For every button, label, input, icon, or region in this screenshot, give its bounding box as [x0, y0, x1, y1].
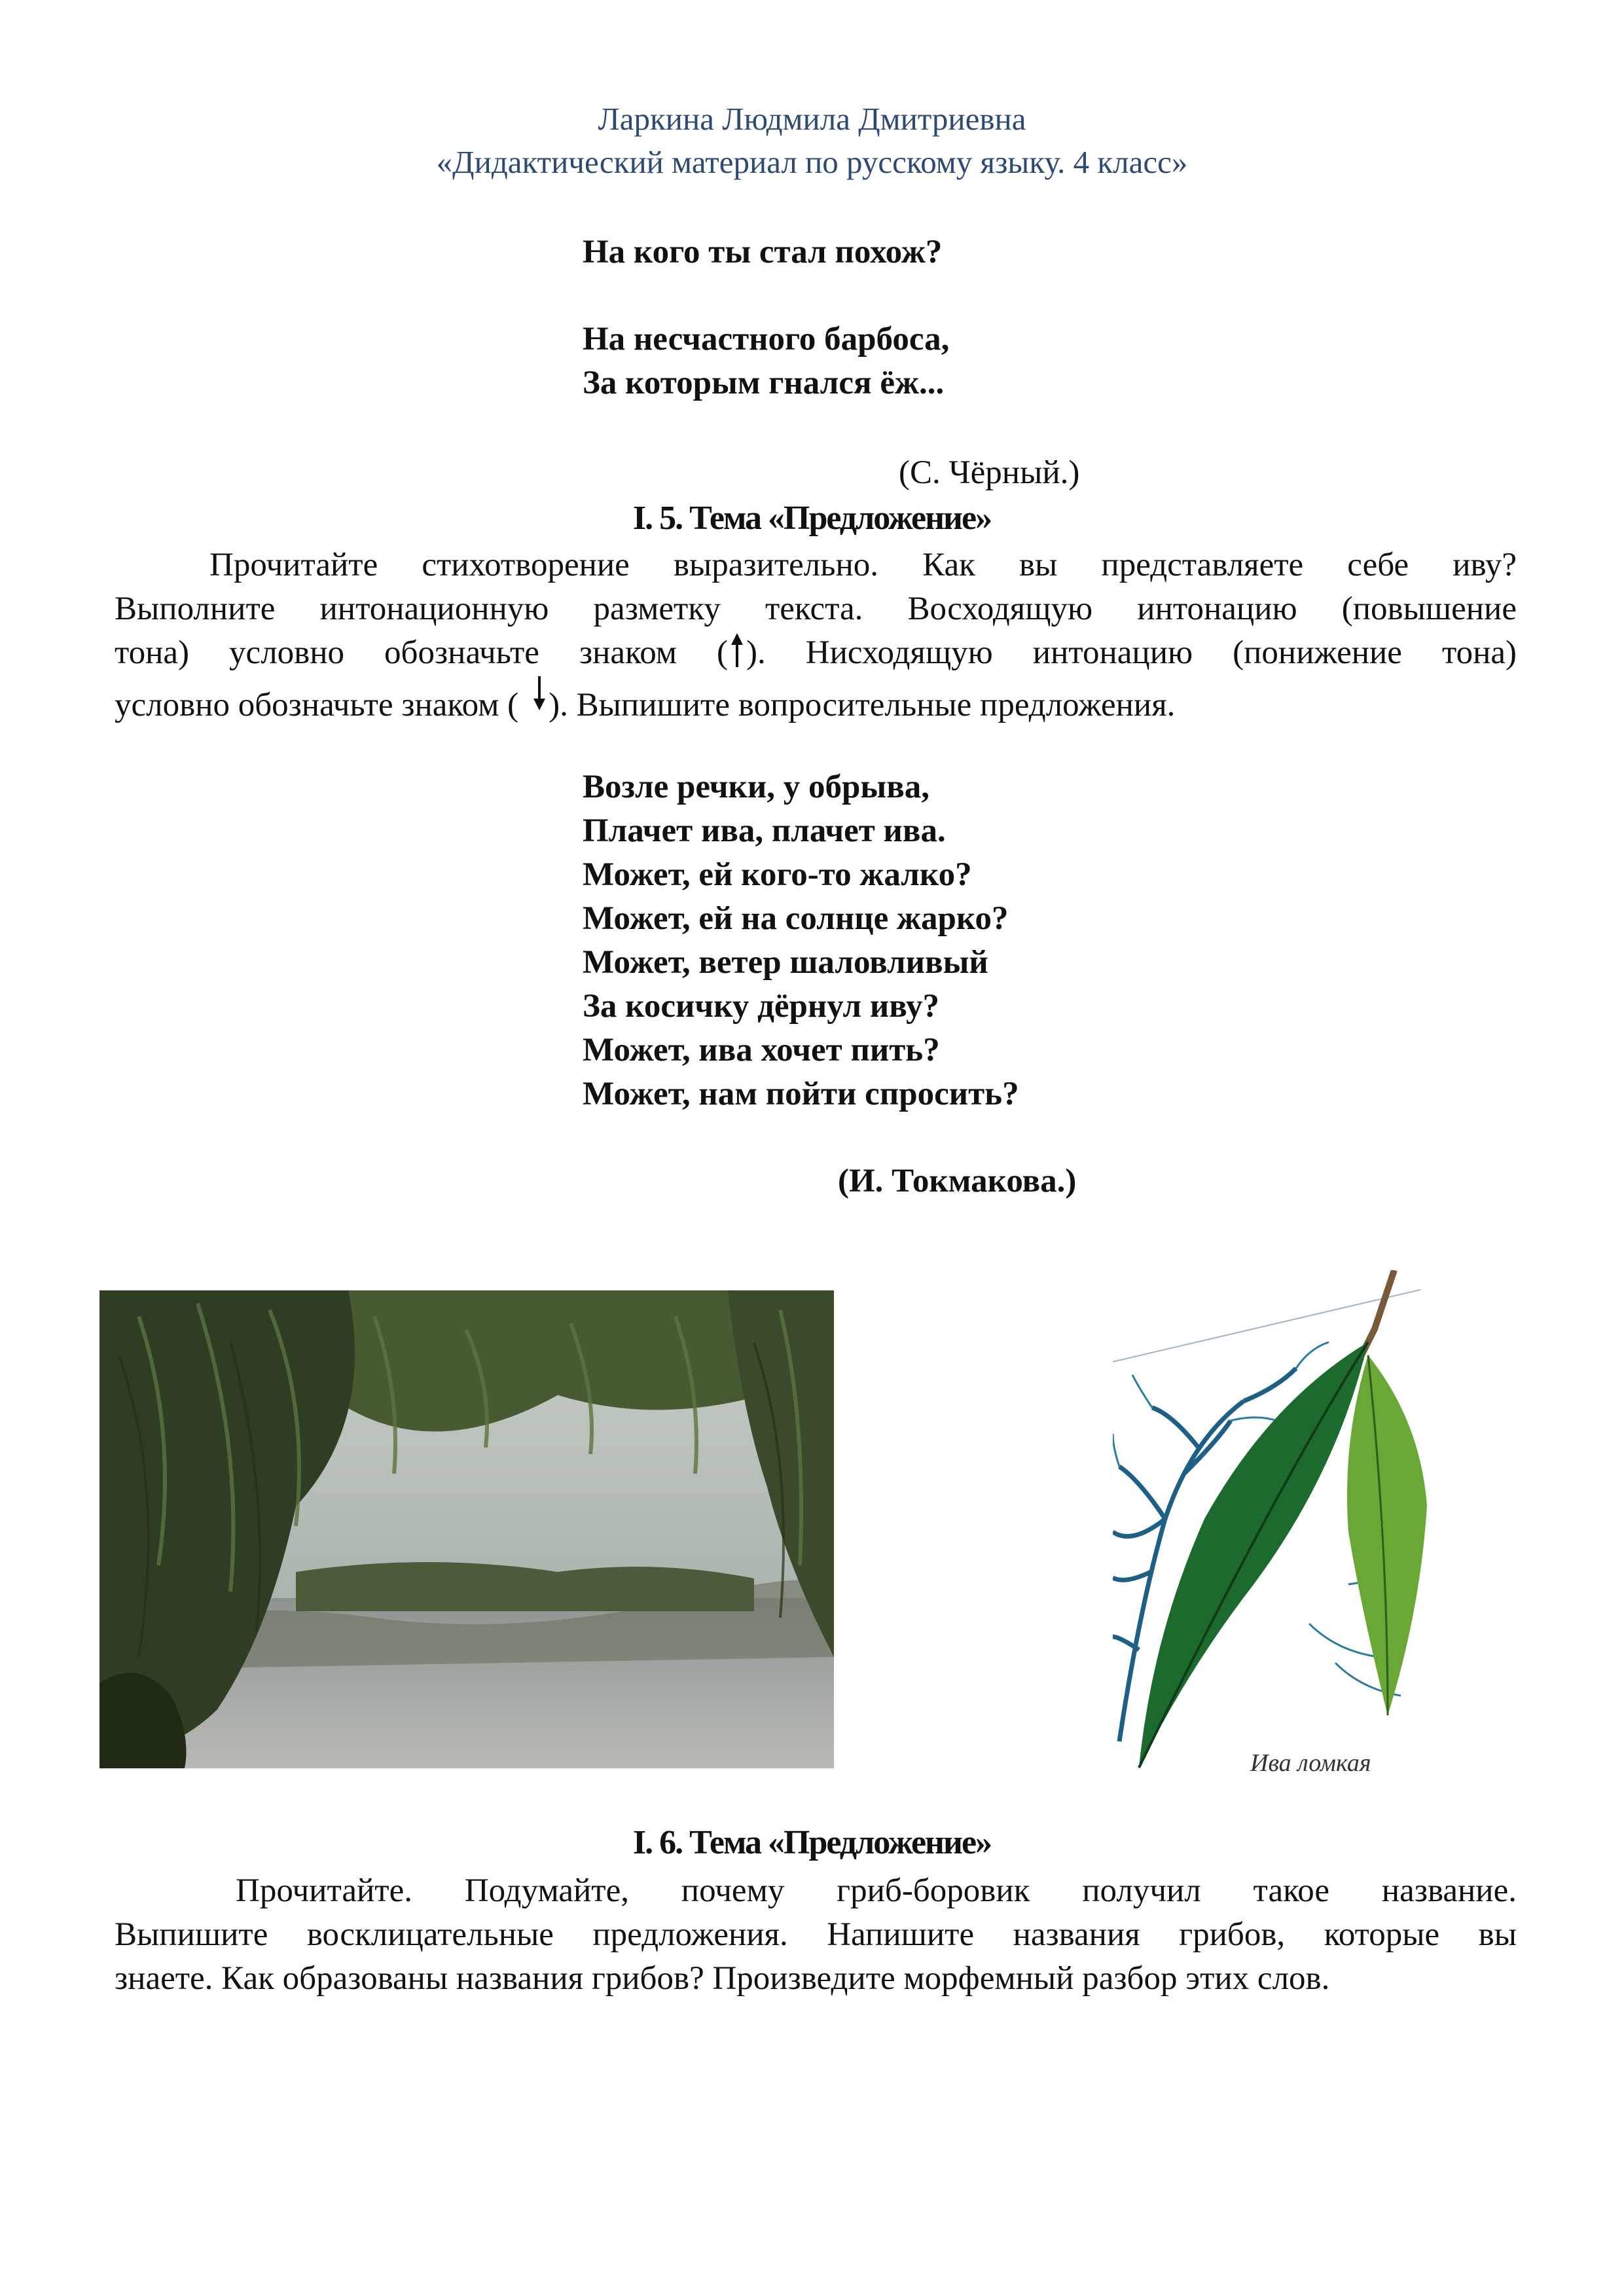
poem2-line-7: Может, ива хочет пить? [583, 1032, 940, 1068]
section6-task-line-1: Прочитайте. Подумайте, почему гриб-боровик получил такое название. [236, 1872, 1517, 1909]
section6-title: I. 6. Тема «Предложение» [632, 1824, 992, 1861]
section5-title-text: . Тема «Предложение» [675, 500, 992, 537]
section5-task [115, 543, 1517, 727]
poem1-line-1: На кого ты стал похож? [583, 234, 943, 270]
section5-task-line-1: Прочитайте стихотворение выразительно. Как вы представляете себе иву? [209, 547, 1517, 583]
poem2-line-5: Может, ветер шаловливый [583, 944, 988, 981]
poem2-source: (И. Токмакова.) [838, 1163, 1077, 1199]
section5-task-line-2: Выполните интонационную разметку текста. Восходящую интонацию (повышение [115, 591, 1517, 627]
arrow-up-icon [728, 632, 746, 668]
poem1-line-3: За которым гнался ёж... [583, 365, 945, 401]
author-name: Ларкина Людмила Дмитриевна [598, 101, 1026, 137]
poem1-line-2: На несчастного барбоса, [583, 321, 950, 357]
section5-title [0, 499, 1624, 538]
section5-number: I. 5 [632, 500, 676, 537]
book-title: «Дидактический материал по русскому языку. 4 класс» [436, 144, 1188, 180]
willow-leaf-illustration [1113, 1270, 1453, 1781]
section6-task-line-2: Выпишите восклицательные предложения. Напишите названия грибов, которые вы [115, 1916, 1517, 1953]
poem2-line-3: Может, ей кого-то жалко? [583, 856, 972, 893]
section6-task-line-3: знаете. Как образованы названия грибов? Произведите морфемный разбор этих слов. [115, 1960, 1330, 1997]
section5-task-line-3: тона) условно обозначьте знаком ( ). Нисходящую интонацию (понижение тона) [115, 631, 1517, 675]
poem2-line-6: За косичку дёрнул иву? [583, 988, 940, 1025]
poem1-source: (С. Чёрный.) [899, 454, 1080, 491]
section5-task-line-4: условно обозначьте знаком ( ). Выпишите вопросительные предложения. [115, 675, 1517, 727]
poem2-line-8: Может, нам пойти спросить? [583, 1076, 1019, 1112]
poem2-line-4: Может, ей на солнце жарко? [583, 900, 1009, 937]
section6-task [115, 1869, 1517, 2001]
arrow-down-icon [530, 675, 549, 712]
willow-river-photo [99, 1290, 834, 1768]
poem2-line-1: Возле речки, у обрыва, [583, 769, 929, 805]
leaf-caption: Ива ломкая [1250, 1749, 1371, 1777]
poem2-line-2: Плачет ива, плачет ива. [583, 812, 946, 849]
